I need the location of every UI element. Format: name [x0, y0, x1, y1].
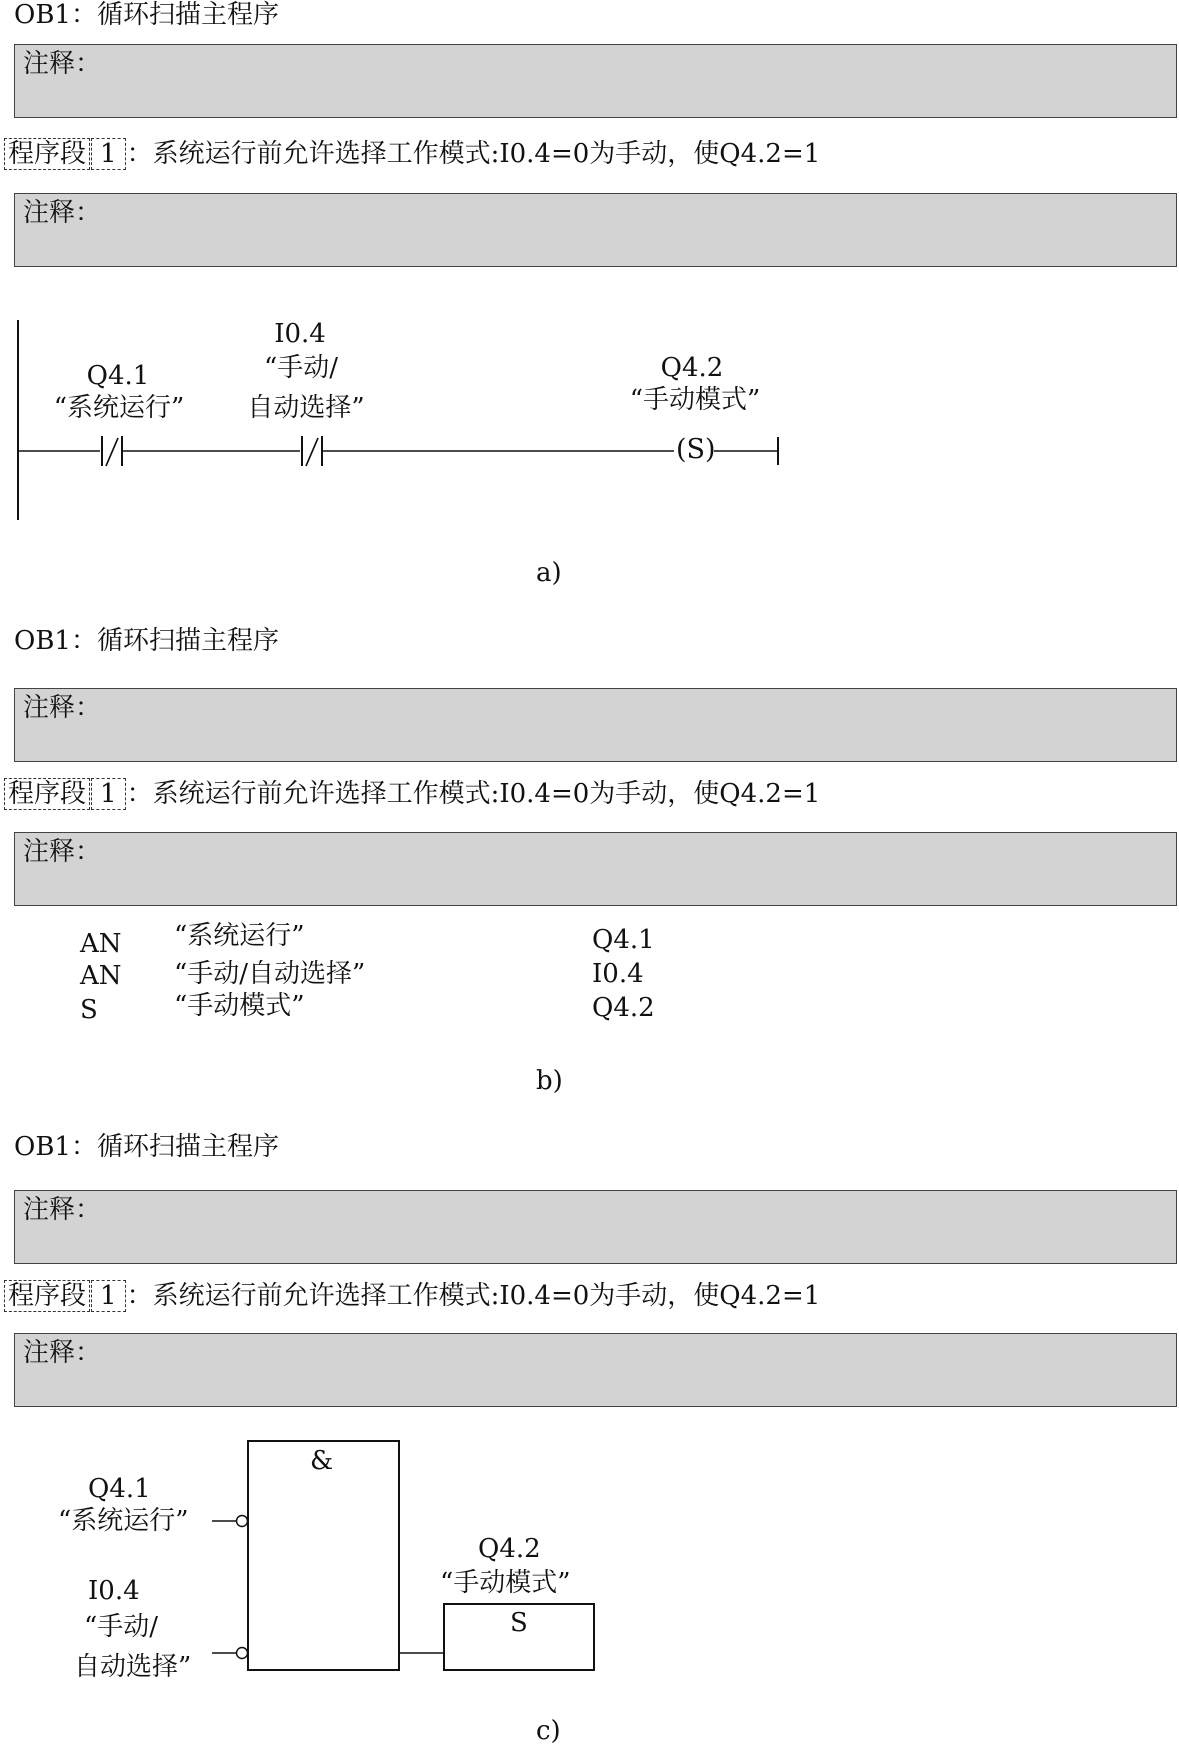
network-comment-box[interactable]	[14, 832, 1177, 906]
network-title: 系统运行前允许选择工作模式:I0.4=0为手动，使Q4.2=1	[152, 1281, 821, 1311]
contact-q4-1[interactable]	[102, 436, 122, 466]
input1-negation	[237, 1516, 248, 1527]
contact2-symbol-2: 自动选择”	[247, 393, 365, 423]
stl-op: AN	[80, 929, 122, 959]
network-header	[4, 778, 820, 810]
fbd-input2-symbol-1: “手动/	[84, 1612, 159, 1642]
network-sep: ：	[126, 139, 153, 169]
input2-negation	[237, 1648, 248, 1659]
network-number[interactable]: 1	[91, 778, 126, 810]
ob-title: OB1：循环扫描主程序	[14, 626, 279, 656]
set-label: S	[510, 1608, 528, 1638]
stl-address: I0.4	[592, 959, 644, 989]
network-comment-box[interactable]	[14, 1333, 1177, 1407]
caption-a: a)	[536, 558, 562, 588]
comment-label: 注释：	[23, 693, 102, 723]
fbd-output-symbol: “手动模式”	[440, 1568, 571, 1598]
network-header	[4, 1280, 820, 1312]
network-prefix[interactable]: 程序段	[4, 1280, 90, 1312]
coil-symbol: “手动模式”	[629, 385, 761, 415]
contact2-symbol-1: “手动/	[263, 353, 339, 383]
network-prefix[interactable]: 程序段	[4, 778, 90, 810]
comment-label: 注释：	[23, 1195, 102, 1225]
comment-label: 注释：	[23, 837, 102, 867]
network-sep: ：	[126, 1281, 153, 1311]
contact-i0-4[interactable]	[302, 436, 322, 466]
coil-q4-2[interactable]: (S)	[676, 434, 716, 465]
network-title: 系统运行前允许选择工作模式:I0.4=0为手动，使Q4.2=1	[152, 779, 821, 809]
block-comment-box[interactable]	[14, 688, 1177, 762]
fbd-input1-symbol: “系统运行”	[58, 1506, 189, 1536]
comment-label: 注释：	[23, 1338, 102, 1368]
fbd-input2-address: I0.4	[88, 1576, 140, 1606]
and-label: &	[310, 1446, 334, 1476]
stl-op: AN	[80, 961, 122, 991]
caption-c: c)	[536, 1716, 561, 1746]
network-sep: ：	[126, 779, 153, 809]
network-number[interactable]: 1	[91, 1280, 126, 1312]
caption-b: b)	[536, 1066, 563, 1096]
comment-label: 注释：	[23, 49, 102, 79]
stl-address: Q4.1	[592, 925, 655, 955]
fbd-output-address: Q4.2	[478, 1534, 541, 1564]
stl-address: Q4.2	[592, 993, 655, 1023]
contact1-symbol: “系统运行”	[53, 393, 185, 423]
block-comment-box[interactable]	[14, 1190, 1177, 1264]
fbd-input1-address: Q4.1	[88, 1474, 151, 1504]
stl-symbol: “系统运行”	[174, 921, 305, 951]
network-number[interactable]: 1	[91, 138, 126, 170]
contact1-address: Q4.1	[86, 361, 150, 391]
coil-address: Q4.2	[660, 353, 724, 383]
ob-title: OB1：循环扫描主程序	[14, 1132, 279, 1162]
network-title: 系统运行前允许选择工作模式:I0.4=0为手动，使Q4.2=1	[152, 139, 821, 169]
contact2-address: I0.4	[274, 319, 326, 349]
comment-label: 注释：	[23, 198, 102, 228]
fbd-input2-symbol-2: 自动选择”	[74, 1652, 192, 1682]
stl-symbol: “手动/自动选择”	[174, 959, 366, 989]
network-prefix[interactable]: 程序段	[4, 138, 90, 170]
stl-op: S	[80, 995, 98, 1025]
ladder-diagram	[0, 0, 1179, 560]
ob-title: OB1：循环扫描主程序	[14, 0, 279, 30]
stl-symbol: “手动模式”	[174, 991, 305, 1021]
